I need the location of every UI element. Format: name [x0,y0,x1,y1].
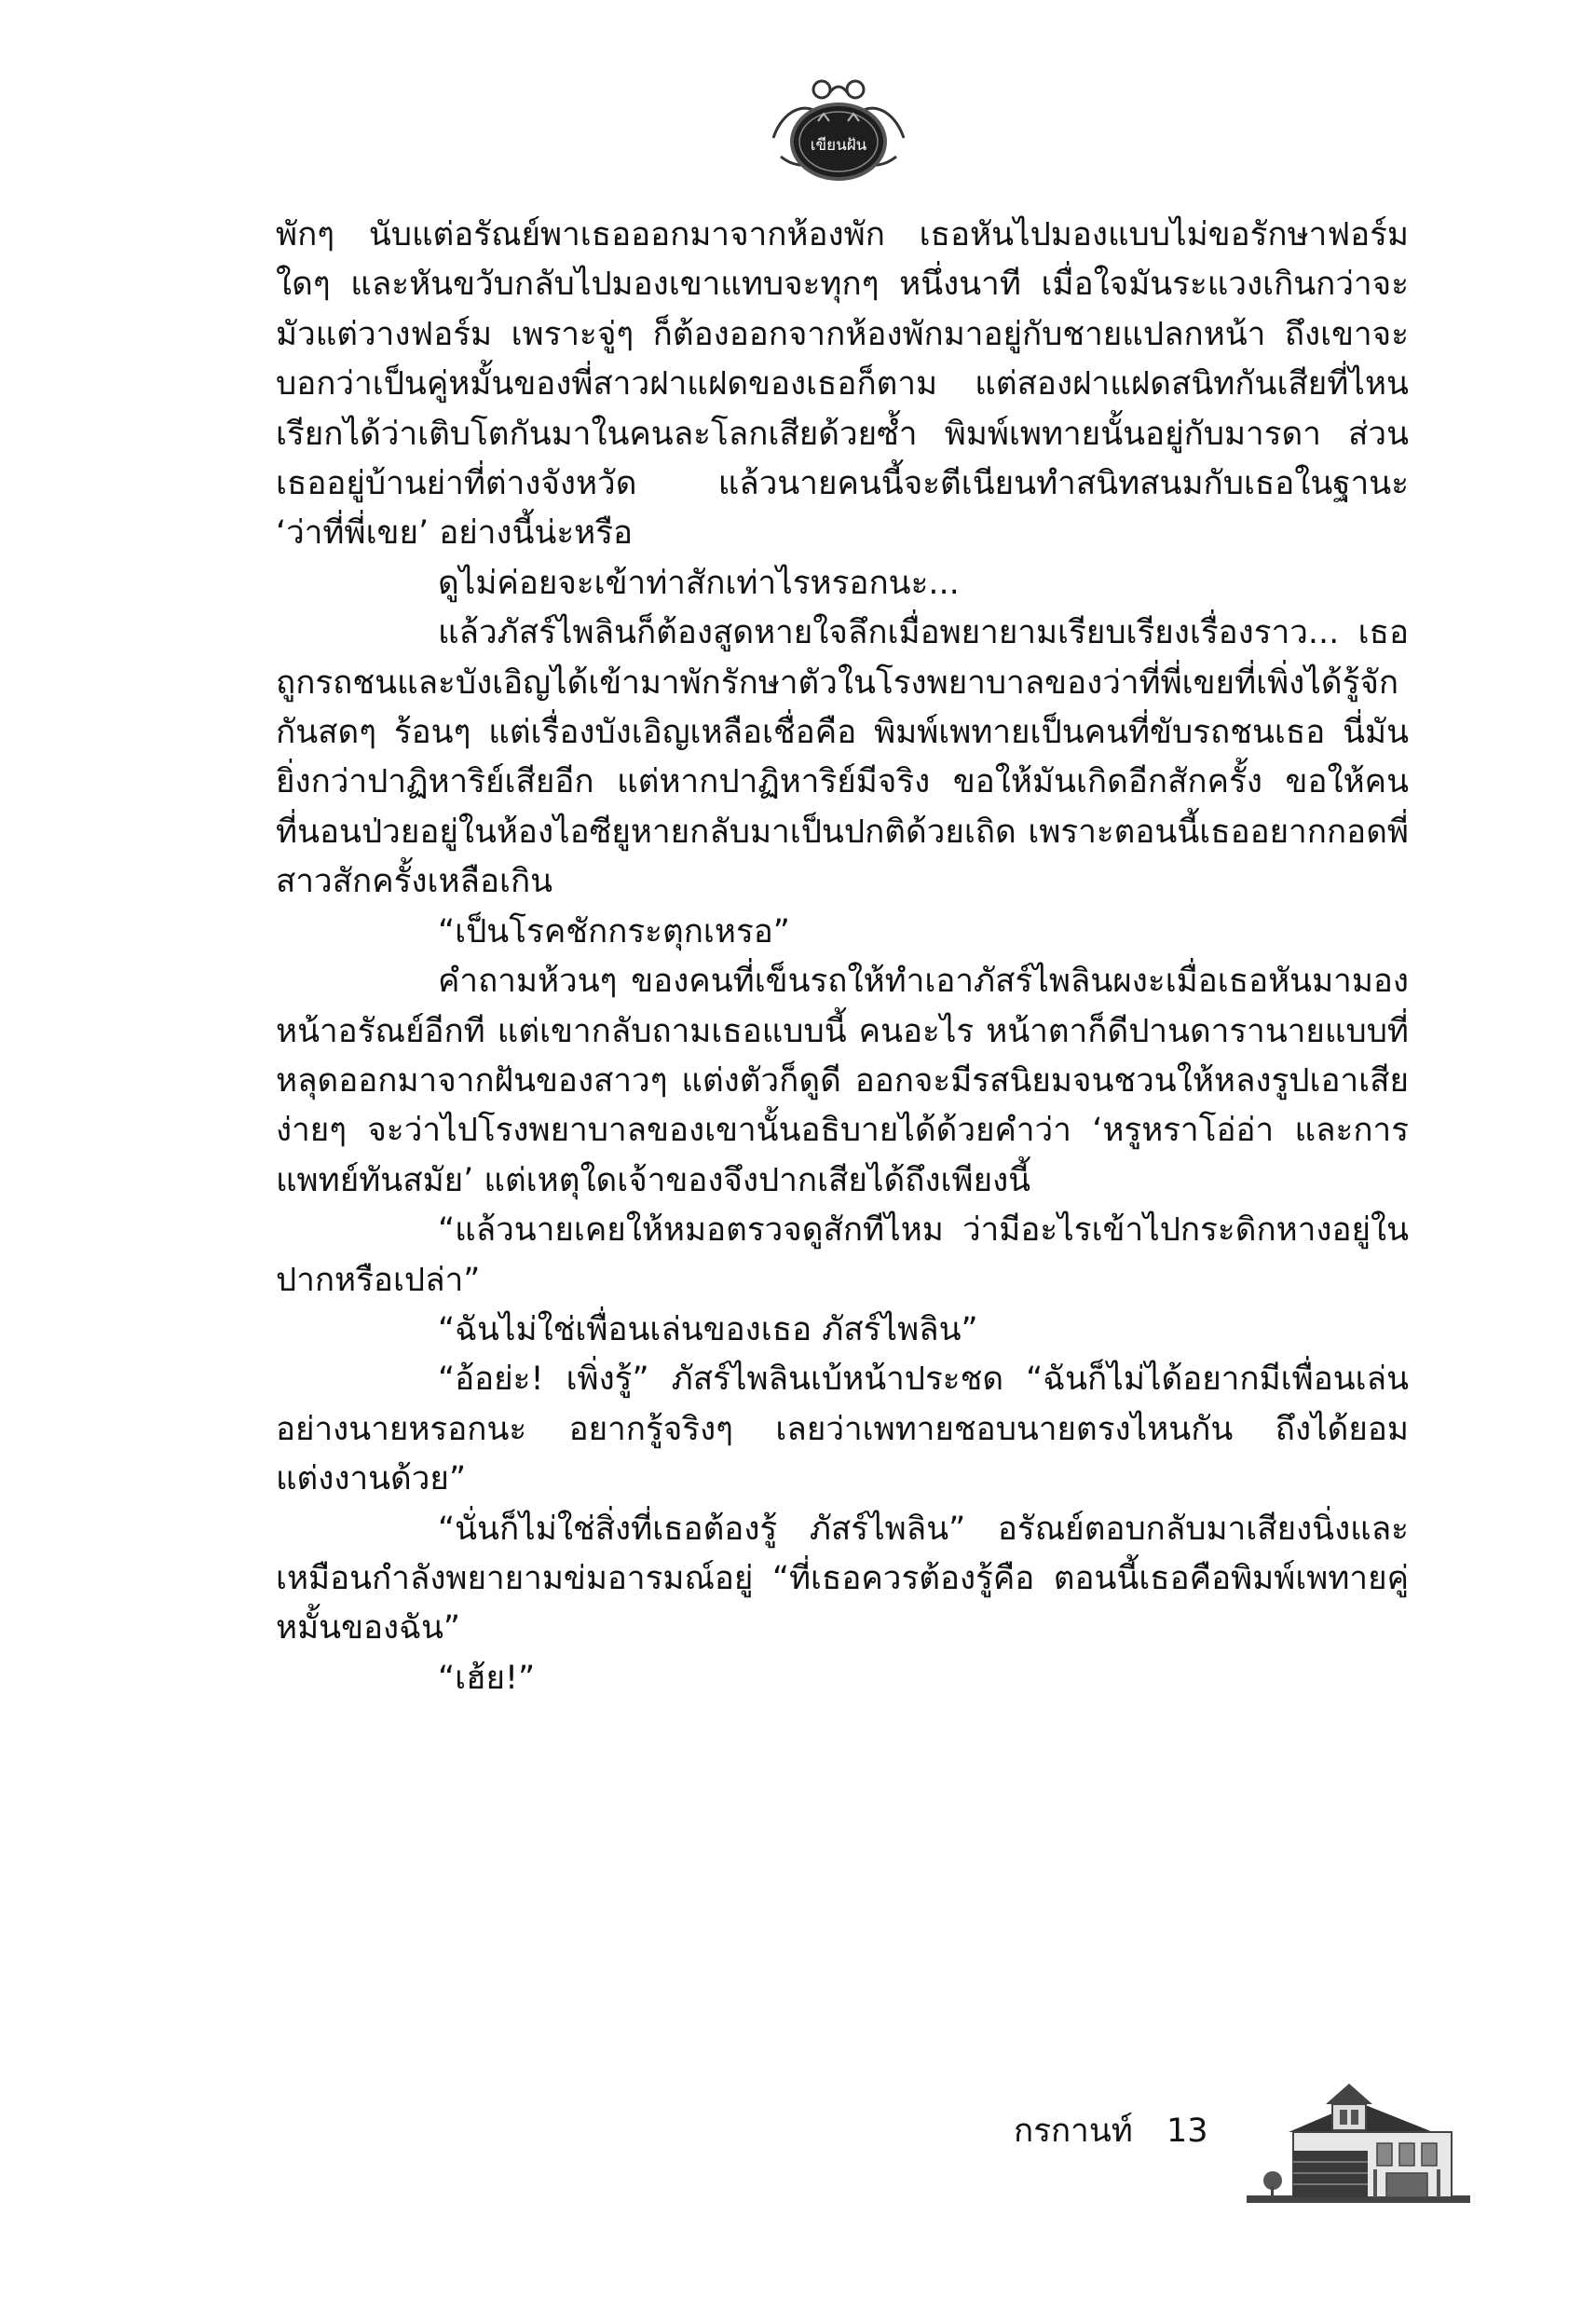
paragraph: “นั่นก็ไม่ใช่สิ่งที่เธอต้องรู้ ภัสร์ไพลิน” อรัณย์ตอบกลับมาเสียงนิ่งและเหมือนกำลังพยายามข่มอารมณ์อยู่ “ที่เธอควรต้องรู้คือ ตอนนี้เธอคือพิมพ์เพทายคู่หมั้นของฉัน” [276,1510,1409,1648]
publisher-logo [764,73,913,186]
paragraph: ดูไม่ค่อยจะเข้าท่าสักเท่าไรหรอกนะ... [438,564,960,602]
paragraph: คำถามห้วนๆ ของคนที่เข็นรถให้ทำเอาภัสร์ไพลินผงะเมื่อเธอหันมามองหน้าอรัณย์อีกที แต่เขากลับถามเธอแบบนี้ คนอะไร หน้าตาก็ดีปานดารานายแบบที่หลุดออกมาจากฝันของสาวๆ แต่งตัวก็ดูดี ออกจะมีรสนิยมจนชวนให้หลงรูปเอาเสียง่ายๆ จะว่าไปโรงพยาบาลของเขานั้นอธิบายได้ด้วยคำว่า ‘หรูหราโอ่อ่า และการแพทย์ทันสมัย’ แต่เหตุใดเจ้าของจึงปากเสียได้ถึงเพียงนี้ [276,963,1409,1199]
paragraph: “ฉันไม่ใช่เพื่อนเล่นของเธอ ภัสร์ไพลิน” [438,1310,978,1348]
ornament-icon [764,73,913,186]
story-text [276,211,1409,1703]
paragraph: “แล้วนายเคยให้หมอตรวจดูสักทีไหม ว่ามีอะไรเข้าไปกระดิกหางอยู่ในปากหรือเปล่า” [276,1211,1409,1299]
paragraph: พักๆ นับแต่อรัณย์พาเธอออกมาจากห้องพัก เธอหันไปมองแบบไม่ขอรักษาฟอร์มใดๆ และหันขวับกลับไปมองเขาแทบจะทุกๆ หนึ่งนาที เมื่อใจมันระแวงเกินกว่าจะมัวแต่วางฟอร์ม เพราะจู่ๆ ก็ต้องออกจากห้องพักมาอยู่กับชายแปลกหน้า ถึงเขาจะบอกว่าเป็นคู่หมั้นของพี่สาวฝาแฝดของเธอก็ตาม แต่สองฝาแฝดสนิทกันเสียที่ไหน เรียกได้ว่าเติบโตกันมาในคนละโลกเสียด้วยซ้ำ พิมพ์เพทายนั้นอยู่กับมารดา ส่วนเธออยู่บ้านย่าที่ต่างจังหวัด แล้วนายคนนี้จะตีเนียนทำสนิทสนมกับเธอในฐานะ ‘ว่าที่พี่เขย’ อย่างนี้น่ะหรือ [276,216,1409,553]
page-number: 13 [1166,2113,1208,2150]
author-name: กรกานท์ [1014,2113,1133,2150]
paragraph: แล้วภัสร์ไพลินก็ต้องสูดหายใจลึกเมื่อพยายามเรียบเรียงเรื่องราว... เธอถูกรถชนและบังเอิญได้เข้ามาพักรักษาตัวในโรงพยาบาลของว่าที่พี่เขยที่เพิ่งได้รู้จักกันสดๆ ร้อนๆ แต่เรื่องบังเอิญเหลือเชื่อคือ พิมพ์เพทายเป็นคนที่ขับรถชนเธอ นี่มันยิ่งกว่าปาฏิหาริย์เสียอีก แต่หากปาฏิหาริย์มีจริง ขอให้มันเกิดอีกสักครั้ง ขอให้คนที่นอนป่วยอยู่ในห้องไอซียูหายกลับมาเป็นปกติด้วยเถิด เพราะตอนนี้เธออยากกอดพี่สาวสักครั้งเหลือเกิน [276,614,1409,901]
paragraph: “เป็นโรคชักกระตุกเหรอ” [438,912,790,950]
logo-text: เขียนฝัน [810,136,867,155]
paragraph: “อ้อย่ะ! เพิ่งรู้” ภัสร์ไพลินเบ้หน้าประชด “ฉันก็ไม่ได้อยากมีเพื่อนเล่นอย่างนายหรอกนะ อยากรู้จริงๆ เลยว่าเพทายชอบนายตรงไหนกัน ถึงได้ยอมแต่งงานด้วย” [276,1361,1409,1498]
house-icon [1247,2076,1470,2207]
paragraph: “เฮ้ย!” [438,1659,536,1697]
